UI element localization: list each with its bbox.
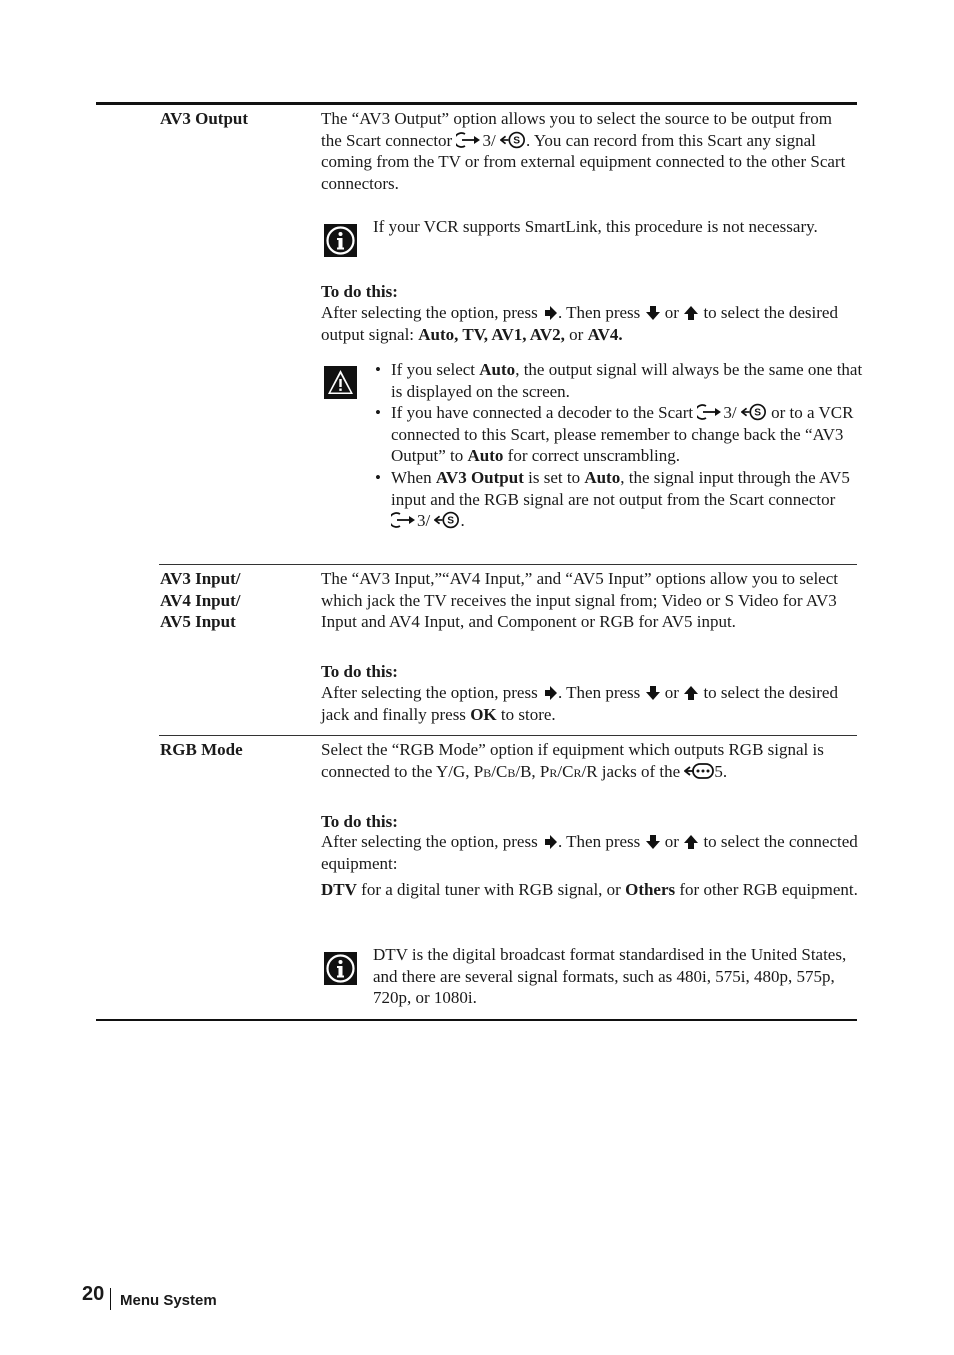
footer-divider (110, 1288, 111, 1310)
bottom-rule (96, 1019, 857, 1021)
rgb-mode-intro: Select the “RGB Mode” option if equipment which outputs RGB signal is connected to the Y/G, PB/CB/B, PR/CR/R jacks of the 5. (321, 740, 824, 781)
rgb-mode-todo-heading: To do this: (321, 812, 398, 831)
av3-output-info-note: If your VCR supports SmartLink, this procedure is not necessary. (373, 217, 818, 236)
arrow-right-icon (542, 685, 558, 701)
arrow-right-icon (542, 305, 558, 321)
av-input-todo-text: After selecting the option, press . Then press or to select the desired jack and finally press OK to store. (321, 683, 838, 724)
section-divider (159, 735, 857, 736)
av3-output-todo-text: After selecting the option, press . Then press or to select the desired output signal: Auto, TV, AV1, AV2, or AV4. (321, 303, 838, 344)
list-item: • When AV3 Output is set to Auto, the signal input through the AV5 input and the RGB signal are not output from the Scart connector 3/ . (373, 467, 863, 532)
component-input-icon (684, 762, 714, 780)
scart-s-icon (500, 131, 526, 149)
arrow-down-icon (645, 305, 661, 321)
av3-output-label: AV3 Output (160, 109, 249, 128)
warning-icon (324, 366, 357, 399)
list-item: • If you select Auto, the output signal will always be the same one that is displayed on the screen. (373, 359, 863, 402)
scart-in-icon (697, 403, 723, 421)
av-input-label: AV3 Input/ AV4 Input/ AV5 Input (160, 569, 241, 632)
scart-s-icon (741, 403, 767, 421)
scart-in-icon (456, 131, 482, 149)
arrow-up-icon (683, 305, 699, 321)
rgb-mode-todo-text: After selecting the option, press . Then press or to select the connected equipment: (321, 832, 858, 873)
arrow-down-icon (645, 834, 661, 850)
info-icon (324, 224, 357, 257)
list-item: • If you have connected a decoder to the Scart 3/ or to a VCR connected to this Scart, please remember to change back the “AV3 Output” to Auto for correct unscrambling. (373, 402, 863, 467)
section-divider (159, 564, 857, 565)
arrow-up-icon (683, 834, 699, 850)
page-number: 20 (82, 1283, 105, 1305)
scart-s-icon (434, 511, 460, 529)
av3-output-warnings (373, 359, 863, 532)
rgb-mode-info-note: DTV is the digital broadcast format standardised in the United States, and there are several signal formats, such as 480i, 575i, 480p, 575p, 720p, or 1080i. (373, 945, 847, 1008)
arrow-right-icon (542, 834, 558, 850)
av-input-intro: The “AV3 Input,”“AV4 Input,” and “AV5 Input” options allow you to select which jack the TV receives the input signal from; Video or S Video for AV3 Input and AV4 Input, and Component or RGB for AV5 input. (321, 569, 838, 632)
rgb-mode-options: DTV for a digital tuner with RGB signal, or Others for other RGB equipment. (321, 880, 858, 899)
rgb-mode-label: RGB Mode (160, 740, 243, 759)
arrow-up-icon (683, 685, 699, 701)
av3-output-todo-heading: To do this: (321, 282, 398, 301)
arrow-down-icon (645, 685, 661, 701)
top-rule (96, 102, 857, 105)
info-icon (324, 952, 357, 985)
av-input-todo-heading: To do this: (321, 662, 398, 681)
scart-in-icon (391, 511, 417, 529)
section-title: Menu System (120, 1292, 217, 1309)
av3-output-intro: The “AV3 Output” option allows you to select the source to be output from the Scart connector 3/ . You can record from this Scart any signal coming from the TV or from external equipment connected to the other Scart connectors. (321, 109, 846, 193)
